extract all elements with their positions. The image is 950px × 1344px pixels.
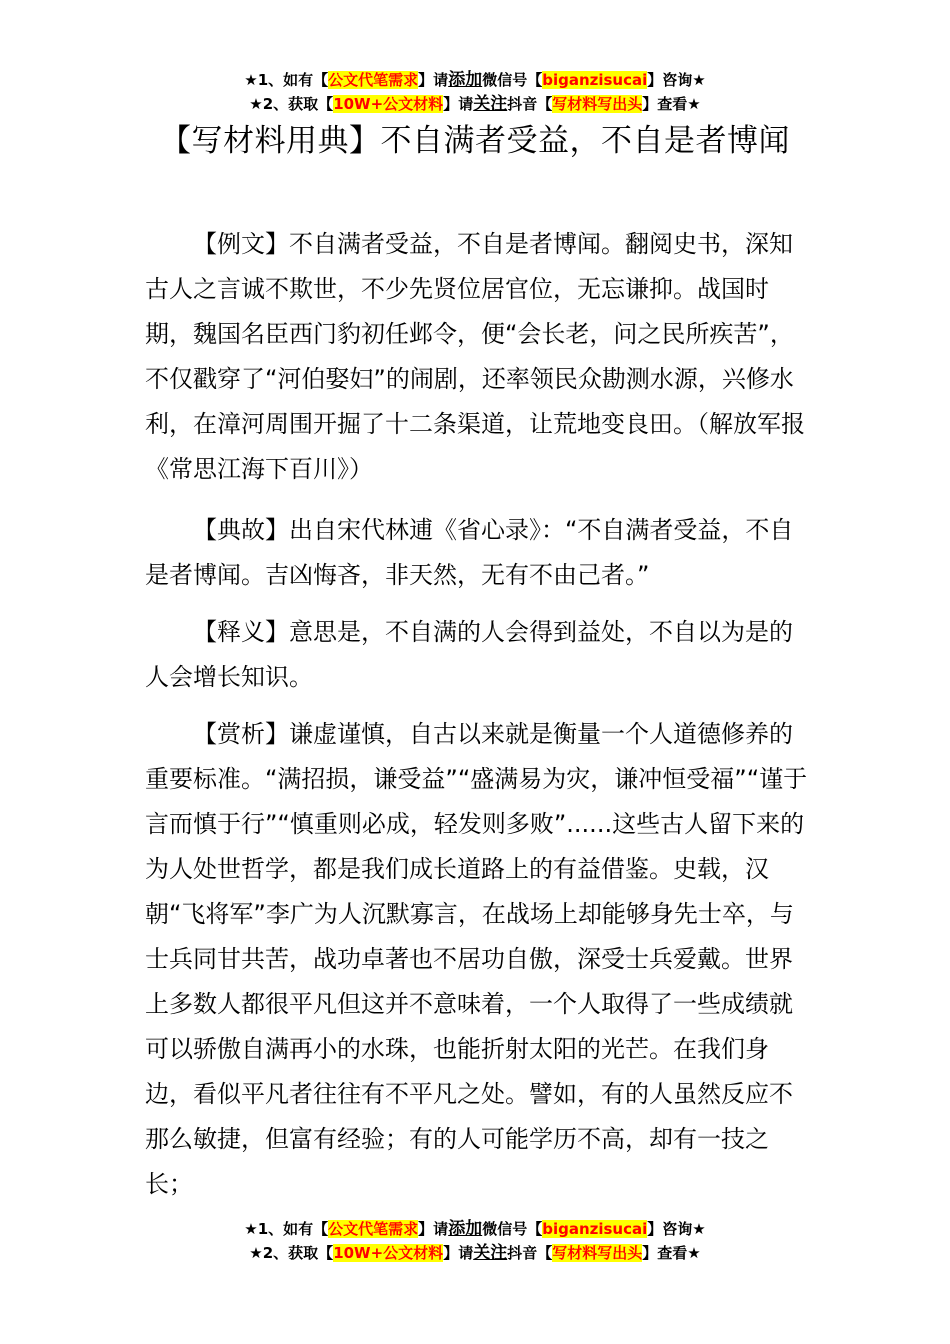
- footer-line-2-emphasis: 关注: [473, 1243, 508, 1263]
- footer-line-1-suffix: 】咨询★: [647, 1220, 706, 1238]
- footer-line-2-highlight-douyin: 写材料写出头: [552, 1244, 643, 1262]
- paragraph-appreciation: 【赏析】谦虚谨慎，自古以来就是衡量一个人道德修养的重要标准。“满招损，谦受益”“盛满易为灾，谦冲恒受福”“谨于言而慎于行”“慎重则必成，轻发则多败”......这些古人留下来的为人处世哲学，都是我们成长道路上的有益借鉴。史载，汉朝“飞将军”李广为人沉默寡言，在战场上却能够身先士卒，与士兵同甘共苦，战功卓著也不居功自傲，深受士兵爱戴。世界上多数人都很平凡但这并不意味着，一个人取得了一些成绩就可以骄傲自满再小的水珠，也能折射太阳的光芒。在我们身边，看似平凡者往往有不平凡之处。譬如，有的人虽然反应不那么敏捷，但富有经验；有的人可能学历不高，却有一技之长；: [145, 720, 808, 1198]
- footer-line-1-mid: 】请: [418, 1220, 449, 1238]
- header-line-1-highlight-service: 公文代笔需求: [328, 71, 419, 89]
- footer-line-1-mid2: 微信号【: [482, 1220, 543, 1238]
- header-line-1-emphasis: 添加: [448, 70, 483, 90]
- footer-line-2-highlight-materials: 10W+公文材料: [333, 1244, 444, 1262]
- header-line-2-emphasis: 关注: [473, 94, 508, 114]
- article-body: [145, 222, 810, 1219]
- paragraph-meaning: 【释义】意思是，不自满的人会得到益处，不自以为是的人会增长知识。: [145, 618, 793, 691]
- footer-line-1: [0, 1217, 950, 1241]
- footer-line-2-mid: 】请: [443, 1244, 474, 1262]
- paragraph-example: 【例文】不自满者受益，不自是者博闻。翻阅史书，深知古人之言诚不欺世，不少先贤位居官位，无忘谦抑。战国时期，魏国名臣西门豹初任邺令，便“会长老，问之民所疾苦”，不仅戳穿了“河伯娶妇”的闹剧，还率领民众勘测水源，兴修水利，在漳河周围开掘了十二条渠道，让荒地变良田。（解放军报《常思江海下百川》）: [145, 230, 805, 483]
- paragraph-source: 【典故】出自宋代林逋《省心录》：“不自满者受益，不自是者博闻。吉凶悔吝，非天然，无有不由己者。”: [145, 516, 794, 589]
- header-line-1-mid2: 微信号【: [482, 71, 543, 89]
- footer-line-2-mid2: 抖音【: [507, 1244, 553, 1262]
- header-line-2-prefix: ★2、获取【: [249, 95, 334, 113]
- header-line-1: [0, 68, 950, 92]
- footer-line-1-highlight-service: 公文代笔需求: [328, 1220, 419, 1238]
- footer-line-2: [0, 1241, 950, 1265]
- footer-line-1-emphasis: 添加: [448, 1219, 483, 1239]
- footer-line-2-prefix: ★2、获取【: [249, 1244, 334, 1262]
- header-line-2-mid2: 抖音【: [507, 95, 553, 113]
- footer-line-1-prefix: ★1、如有【: [244, 1220, 329, 1238]
- footer-line-1-highlight-wechat: biganzisucai: [542, 1220, 648, 1238]
- header-line-2: [0, 92, 950, 116]
- footer-line-2-suffix: 】查看★: [642, 1244, 701, 1262]
- header-line-2-mid: 】请: [443, 95, 474, 113]
- header-line-1-mid: 】请: [418, 71, 449, 89]
- header-line-2-highlight-douyin: 写材料写出头: [552, 95, 643, 113]
- footer-banner: [0, 1217, 950, 1265]
- header-line-1-suffix: 】咨询★: [647, 71, 706, 89]
- header-line-2-highlight-materials: 10W+公文材料: [333, 95, 444, 113]
- header-line-1-highlight-wechat: biganzisucai: [542, 71, 648, 89]
- header-line-2-suffix: 】查看★: [642, 95, 701, 113]
- page-title: 【写材料用典】不自满者受益，不自是者博闻: [160, 123, 790, 159]
- header-banner: [0, 68, 950, 116]
- header-line-1-prefix: ★1、如有【: [244, 71, 329, 89]
